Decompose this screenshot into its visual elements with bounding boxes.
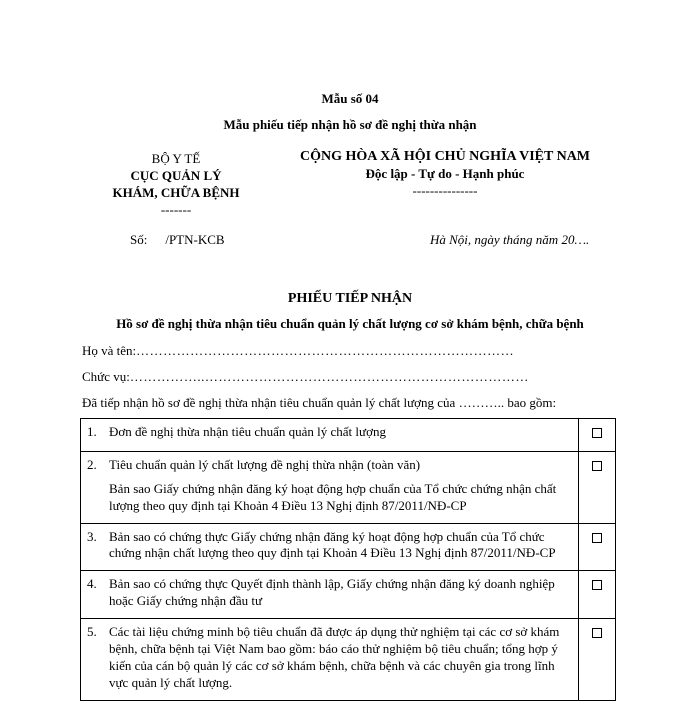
name-dots: …………………………………………………………………………	[136, 343, 515, 358]
item-paragraph: Các tài liệu chứng minh bộ tiêu chuẩn đã được áp dụng thử nghiệm tại các cơ sở khám bệnh, chữa bệnh tại Việt Nam bao gồm: báo cáo thử nghiệm bộ tiêu chuẩn; tổng hợp ý kiến của cán bộ quản lý các cơ sở khám bệnh, chữa bệnh và các chuyên gia trong lĩnh vực quản lý chất lượng.	[109, 624, 560, 690]
checkbox[interactable]	[592, 580, 602, 590]
item-text	[103, 571, 579, 619]
so-label: Số:	[130, 232, 148, 247]
checkbox[interactable]	[592, 461, 602, 471]
issuer-divider: -------	[160, 202, 192, 217]
checklist-row	[81, 571, 616, 619]
item-checkbox-cell	[579, 523, 616, 571]
document-checklist	[80, 418, 616, 701]
checklist-row	[81, 451, 616, 523]
issuer-line-1: BỘ Y TẾ	[151, 151, 201, 166]
position-dots: ……………..………………………………………………………………	[129, 369, 529, 384]
issuer-line-3: KHÁM, CHỮA BỆNH	[112, 185, 240, 200]
item-number: 3.	[81, 523, 104, 571]
receipt-subtitle: Hồ sơ đề nghị thừa nhận tiêu chuẩn quản lý chất lượng cơ sở khám bệnh, chữa bệnh	[116, 316, 584, 331]
nation-divider: ---------------	[412, 183, 478, 198]
item-paragraph: Bản sao Giấy chứng nhận đăng ký hoạt động hợp chuẩn của Tổ chức chứng nhận chất lượng theo quy định tại Khoản 4 Điều 13 Nghị định 87/2011/NĐ-CP	[109, 480, 557, 513]
checklist-row	[81, 419, 616, 452]
item-text	[103, 619, 579, 701]
item-checkbox-cell	[579, 571, 616, 619]
item-checkbox-cell	[579, 419, 616, 452]
position-field	[82, 369, 529, 386]
position-label: Chức vụ:	[82, 369, 130, 384]
issuer-block	[96, 150, 256, 218]
received-text: Đã tiếp nhận hồ sơ đề nghị thừa nhận tiêu chuẩn quản lý chất lượng của ……….. bao gồm:	[82, 395, 557, 410]
item-number: 4.	[81, 571, 104, 619]
checkbox[interactable]	[592, 533, 602, 543]
form-title: Mẫu phiếu tiếp nhận hồ sơ đề nghị thừa nhận	[223, 117, 477, 132]
item-number: 1.	[81, 419, 104, 452]
name-field	[82, 343, 514, 360]
nation-block	[300, 148, 590, 199]
document-number	[130, 232, 225, 249]
item-text	[103, 419, 579, 452]
checklist-row	[81, 619, 616, 701]
form-number: Mẫu số 04	[321, 91, 379, 106]
receipt-title: PHIẾU TIẾP NHẬN	[287, 291, 413, 306]
item-number: 2.	[81, 451, 104, 523]
item-number: 5.	[81, 619, 104, 701]
item-text	[103, 451, 579, 523]
item-paragraph: Đơn đề nghị thừa nhận tiêu chuẩn quản lý chất lượng	[109, 424, 386, 439]
item-paragraph: Bản sao có chứng thực Quyết định thành lập, Giấy chứng nhận đăng ký doanh nghiệp hoặc Giấy chứng nhận đầu tư	[109, 576, 555, 609]
so-value: /PTN-KCB	[165, 232, 225, 247]
nation-motto: Độc lập - Tự do - Hạnh phúc	[365, 166, 525, 181]
item-checkbox-cell	[579, 619, 616, 701]
checkbox[interactable]	[592, 428, 602, 438]
item-text	[103, 523, 579, 571]
item-checkbox-cell	[579, 451, 616, 523]
item-paragraph: Bản sao có chứng thực Giấy chứng nhận đăng ký hoạt động hợp chuẩn của Tổ chức chứng nhận chất lượng theo quy định tại Khoản 4 Điều 13 Nghị định 87/2011/NĐ-CP	[109, 528, 556, 561]
checkbox[interactable]	[592, 628, 602, 638]
issuer-line-2: CỤC QUẢN LÝ	[130, 168, 222, 183]
name-label: Họ và tên:	[82, 343, 137, 358]
checklist-row	[81, 523, 616, 571]
place-date: Hà Nội, ngày tháng năm 20….	[430, 232, 590, 247]
item-paragraph: Tiêu chuẩn quản lý chất lượng đề nghị thừa nhận (toàn văn)	[109, 456, 421, 472]
nation-name: CỘNG HÒA XÃ HỘI CHỦ NGHĨA VIỆT NAM	[300, 149, 591, 164]
